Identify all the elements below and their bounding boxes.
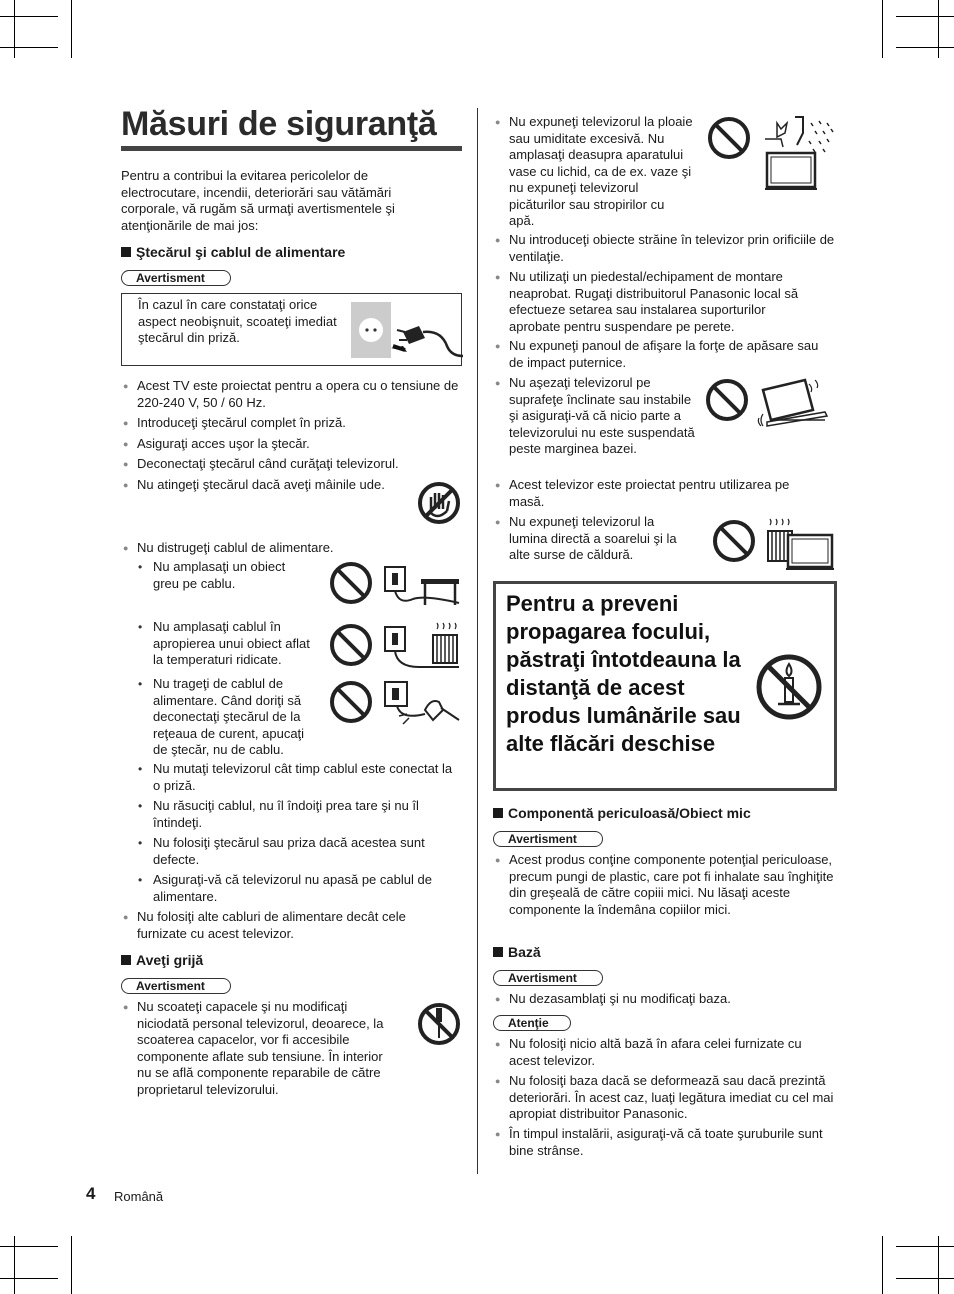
- cable-last-bullet: ● Nu folosiţi alte cabluri de alimentare decât cele furnizate cu acest televizor.: [121, 909, 459, 942]
- square-bullet-icon: [493, 947, 503, 957]
- right-bullet: ● Nu expuneţi televizorul la lumina directă a soarelui şi la alte surse de căldură.: [493, 514, 693, 564]
- cable-item: • Nu trageţi de cablul de alimentare. Când doriţi să deconectaţi ştecărul de la reţeaua de curent, apucaţi de ştecăr, nu de cablu.: [137, 676, 317, 759]
- section-heading-text: Componentă periculoasă/Obiect mic: [508, 805, 751, 821]
- section-heading-care: [121, 952, 203, 969]
- cable-item: • Nu amplasaţi cablul în apropierea unui obiect aflat la temperaturi ridicate.: [137, 619, 317, 669]
- section-heading-hazard: [493, 805, 751, 822]
- crop-mark: [896, 47, 954, 48]
- list-item: ● Nu atingeţi ştecărul dacă aveţi mâinile ude.: [121, 477, 461, 494]
- crop-mark: [882, 0, 883, 58]
- page-number: 4: [86, 1184, 96, 1203]
- crop-mark: [71, 0, 72, 58]
- no-unstable-surface-icon: [705, 378, 835, 432]
- unplug-icon: [351, 302, 463, 360]
- no-wet-hands-icon: [417, 481, 461, 525]
- cable-item: • Nu mutaţi televizorul cât timp cablul este conectat la o priză.: [137, 761, 459, 794]
- crop-mark: [896, 16, 954, 17]
- fire-warning-text: Pentru a preveni propagarea focului, păstraţi întotdeauna la distanţă de acest produs lumânările sau alte flăcări deschise: [506, 591, 741, 756]
- warning-box: [121, 293, 462, 366]
- no-heavy-object-icon: [329, 561, 461, 607]
- crop-mark: [938, 0, 939, 58]
- page-title: Măsuri de siguranţă: [121, 105, 437, 143]
- base-warning-bullet: ● Nu dezasamblaţi şi nu modificaţi baza.: [493, 991, 835, 1008]
- right-bullet: ● Nu expuneţi panoul de afişare la forţe de apăsare sau de impact puternice.: [493, 338, 835, 371]
- right-bullet: ● Nu aşezaţi televizorul pe suprafeţe înclinate sau instabile şi asiguraţi-vă că nicio parte a televizorului nu este suspendată peste marginea bazei.: [493, 375, 703, 458]
- base-caution-bullet: ● Nu folosiţi baza dacă se deformează sau dacă prezintă deteriorări. În acest caz, luaţi legătura imediat cu cel mai apropiat distribuitor Panasonic.: [493, 1073, 835, 1123]
- section-heading-text: Bază: [508, 944, 541, 960]
- care-bullet: ● Nu scoateţi capacele şi nu modificaţi niciodată personal televizorul, deoarece, la scoaterea capacelor, vor fi accesibile componente aflate sub tensiune. În interior nu se află componente reparabile de către proprietarul televizorului.: [121, 999, 398, 1098]
- title-rule: [121, 146, 462, 151]
- right-bullet: ● Nu utilizaţi un piedestal/echipament de montare neaprobat. Rugaţi distribuitorul Panasonic local să efectueze setarea sau instalarea suporturilor aprobate pentru suspendare pe perete.: [493, 269, 813, 335]
- list-item: ● Introduceţi ştecărul complet în priză.: [121, 415, 461, 432]
- plug-bullet-list: [121, 378, 461, 497]
- crop-mark: [71, 1236, 72, 1294]
- base-caution-bullet: ● În timpul instalării, asiguraţi-vă că toate şuruburile sunt bine strânse.: [493, 1126, 835, 1159]
- list-item: ● Deconectaţi ştecărul când curăţaţi televizorul.: [121, 456, 461, 473]
- warning-label: Avertisment: [121, 270, 231, 286]
- crop-mark: [14, 0, 15, 58]
- warning-label: Avertisment: [493, 970, 603, 986]
- crop-mark: [14, 1236, 15, 1294]
- square-bullet-icon: [121, 955, 131, 965]
- warning-box-text: În cazul în care constataţi orice aspect neobişnuit, scoateţi imediat ştecărul din priză.: [138, 297, 337, 345]
- crop-mark: [896, 1278, 954, 1279]
- intro-paragraph: Pentru a contribui la evitarea pericolelor de electrocutare, incendii, deteriorări sau vătămări corporale, vă rugăm să urmaţi avertismentele şi atenţionările de mai jos:: [121, 168, 395, 233]
- cable-bullet: ● Nu distrugeţi cablul de alimentare.: [121, 540, 461, 557]
- section-heading-text: Ştecărul şi cablul de alimentare: [136, 244, 346, 260]
- warning-label: Avertisment: [493, 831, 603, 847]
- list-item: ● Asiguraţi acces uşor la ştecăr.: [121, 436, 461, 453]
- caution-label: Atenţie: [493, 1015, 571, 1031]
- no-heat-sun-icon: [712, 517, 836, 571]
- page-language: Română: [114, 1189, 164, 1204]
- cable-item: • Nu răsuciţi cablul, nu îl îndoiţi prea tare şi nu îl întindeţi.: [137, 798, 459, 831]
- section-heading-plug: [121, 244, 345, 261]
- section-heading-text: Aveţi grijă: [136, 952, 204, 968]
- square-bullet-icon: [121, 247, 131, 257]
- right-bullet: ● Acest televizor este proiectat pentru utilizarea pe masă.: [493, 477, 813, 510]
- crop-mark: [896, 1246, 954, 1247]
- list-item: ● Acest TV este proiectat pentru a opera cu o tensiune de 220-240 V, 50 / 60 Hz.: [121, 378, 461, 411]
- cable-item: • Nu amplasaţi un obiect greu pe cablu.: [137, 559, 307, 592]
- no-disassemble-icon: [417, 1002, 461, 1046]
- crop-mark: [0, 47, 58, 48]
- crop-mark: [0, 1278, 58, 1279]
- crop-mark: [938, 1236, 939, 1294]
- crop-mark: [882, 1236, 883, 1294]
- square-bullet-icon: [493, 808, 503, 818]
- no-water-icon: [707, 115, 835, 191]
- column-divider: [477, 108, 478, 1174]
- crop-mark: [0, 16, 58, 17]
- cable-item: • Nu folosiţi ştecărul sau priza dacă acestea sunt defecte.: [137, 835, 459, 868]
- right-bullet: ● Nu expuneţi televizorul la ploaie sau umiditate excesivă. Nu amplasaţi deasupra aparatului vase cu lichid, ca de ex. vaze şi nu expuneţi televizorul picăturilor sau stropirilor cu apă.: [493, 114, 693, 230]
- crop-mark: [0, 1246, 58, 1247]
- hazard-bullet: ● Acest produs conţine componente potenţial periculoase, precum pungi de plastic, care pot fi inhalate sau înghiţite din greşeală de către copiii mici. Nu lăsaţi aceste componente la îndemâna copiilor mici.: [493, 852, 835, 918]
- warning-label: Avertisment: [121, 978, 231, 994]
- no-heat-source-icon: [329, 621, 461, 671]
- cable-item: • Asiguraţi-vă că televizorul nu apasă pe cablul de alimentare.: [137, 872, 459, 905]
- base-caution-bullet: ● Nu folosiţi nicio altă bază în afara celei furnizate cu acest televizor.: [493, 1036, 835, 1069]
- section-heading-base: [493, 944, 541, 961]
- no-pull-cable-icon: [329, 680, 461, 728]
- no-candle-icon: [754, 652, 824, 722]
- right-bullet: ● Nu introduceţi obiecte străine în televizor prin orificiile de ventilaţie.: [493, 232, 835, 265]
